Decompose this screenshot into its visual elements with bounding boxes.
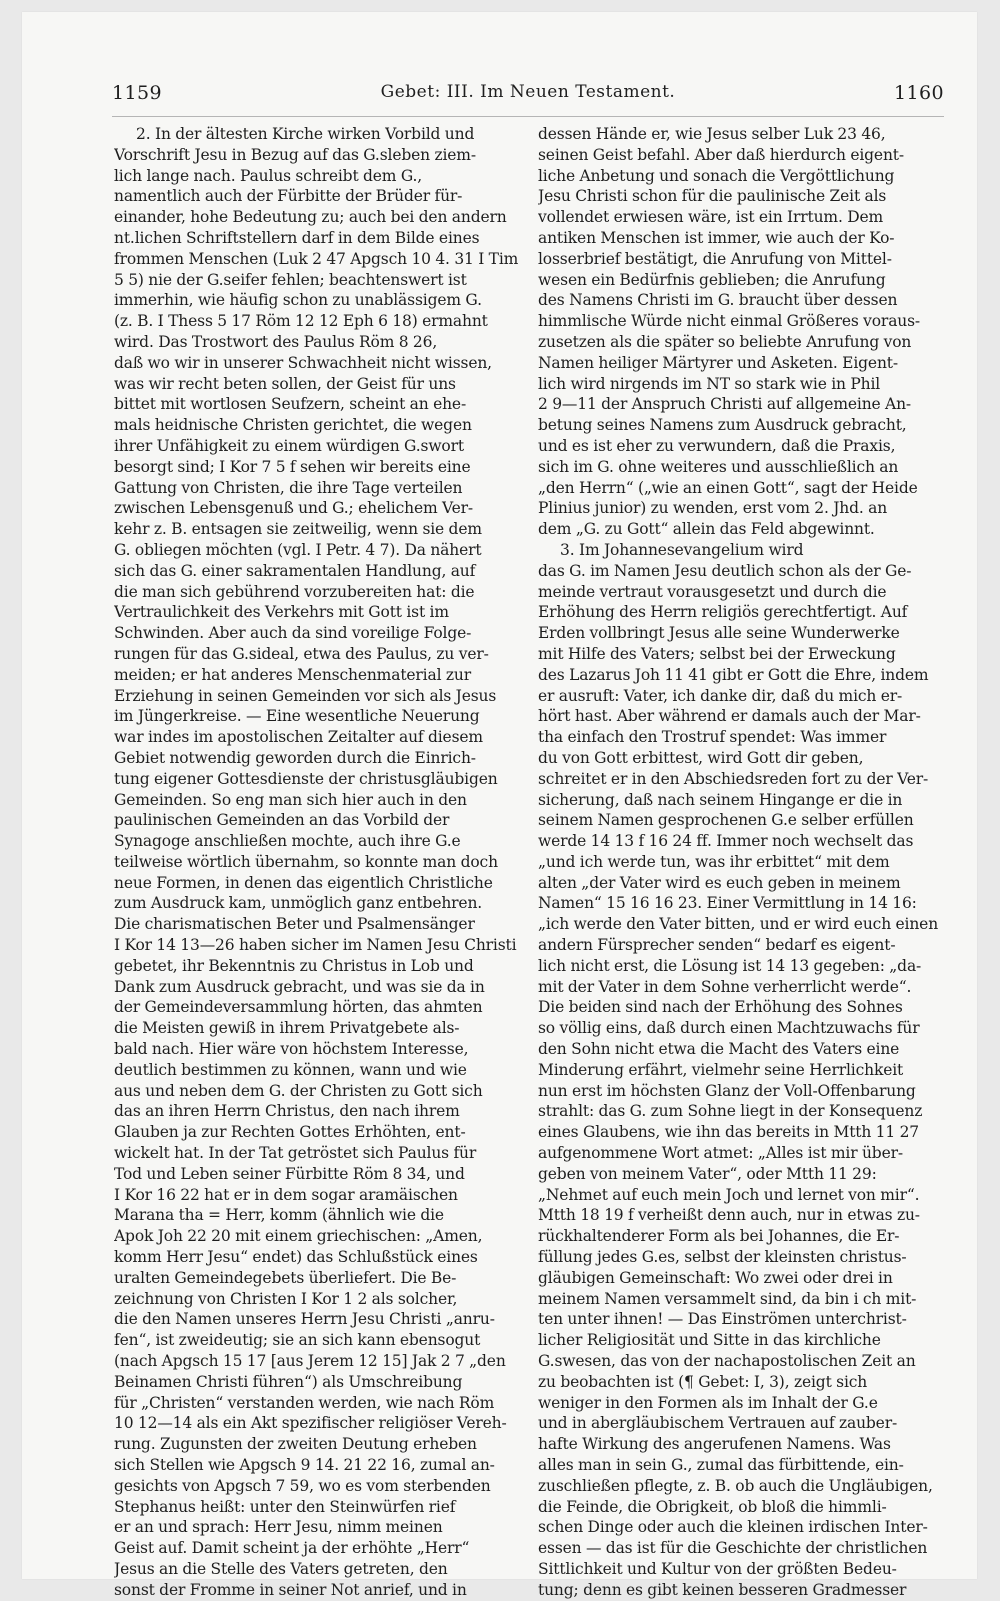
text-line: 5 5) nie der G.seifer fehlen; beachtenswert ist: [114, 270, 467, 289]
text-line: zum Ausdruck kam, unmöglich ganz entbehren.: [114, 894, 483, 913]
text-line: Schwinden. Aber auch da sind voreilige Folge-: [114, 624, 472, 643]
left-text-column: [114, 124, 519, 1601]
text-line: tha einfach den Trostruf spendet: Was immer: [538, 728, 887, 747]
right-text-column: [538, 124, 943, 1601]
text-line: und in abergläubischem Vertrauen auf zauber-: [538, 1414, 898, 1433]
text-line: (nach Apgsch 15 17 [aus Jerem 12 15] Jak 2 7 „den: [114, 1352, 506, 1371]
text-line: zusetzen als die später so beliebte Anrufung von: [538, 332, 912, 351]
text-line: der Gemeindeversammlung hörten, das ahmten: [114, 998, 483, 1017]
text-line: schreitet er in den Abschiedsreden fort zu der Ver-: [538, 769, 929, 788]
text-line: I Kor 16 22 hat er in dem sogar aramäischen: [114, 1185, 458, 1204]
text-line: aufgenommene Wort atmet: „Alles ist mir über-: [538, 1144, 903, 1163]
page-header: [112, 82, 944, 117]
text-line: fen“, ist zweideutig; sie an sich kann ebensogut: [114, 1331, 481, 1350]
text-line: Erziehung in seinen Gemeinden vor sich als Jesus: [114, 686, 497, 705]
text-line: Plinius junior) zu wenden, erst vom 2. Jhd. an: [538, 499, 888, 518]
text-line: tung eigener Gottesdienste der christusgläubigen: [114, 769, 498, 788]
text-line: war indes im apostolischen Zeitalter auf diesem: [114, 728, 483, 747]
text-line: seinen Geist befahl. Aber daß hierdurch eigent-: [538, 145, 904, 164]
text-line: lich nicht erst, die Lösung ist 14 13 gegeben: „da-: [538, 956, 922, 975]
text-line: für „Christen“ verstanden werden, wie nach Röm: [114, 1393, 495, 1412]
text-line: „ich werde den Vater bitten, und er wird euch einen: [538, 915, 939, 934]
text-line: Vorschrift Jesu in Bezug auf das G.sleben ziem-: [114, 145, 476, 164]
text-line: strahlt: das G. zum Sohne liegt in der Konsequenz: [538, 1102, 923, 1121]
text-line: rung. Zugunsten der zweiten Deutung erheben: [114, 1435, 477, 1454]
text-line: wickelt hat. In der Tat getröstet sich Paulus für: [114, 1144, 477, 1163]
text-line: mit der Vater in dem Sohne verherrlicht werde“.: [538, 977, 912, 996]
text-line: im Jüngerkreise. — Eine wesentliche Neuerung: [114, 707, 480, 726]
text-line: die man sich gebührend vorzubereiten hat: die: [114, 582, 475, 601]
text-line: sich das G. einer sakramentalen Handlung, auf: [114, 561, 476, 580]
text-line: und es ist eher zu verwundern, daß die Praxis,: [538, 436, 896, 455]
text-line: ten unter ihnen! — Das Einströmen unterchrist-: [538, 1310, 907, 1329]
text-line: ihrer Unfähigkeit zu einem würdigen G.swort: [114, 436, 464, 455]
text-line: sonst der Fromme in seiner Not anrief, und in: [114, 1580, 467, 1599]
text-line: den Sohn nicht etwa die Macht des Vaters eine: [538, 1040, 900, 1059]
text-line: gesichts von Apgsch 7 59, wo es vom sterbenden: [114, 1476, 491, 1495]
text-line: 10 12—14 als ein Akt spezifischer religiöser Vereh-: [114, 1414, 507, 1433]
text-line: dessen Hände er, wie Jesus selber Luk 23 46,: [538, 125, 886, 143]
text-line: losserbrief bestätigt, die Anrufung von Mittel-: [538, 249, 892, 268]
text-line: Minderung erfährt, vielmehr seine Herrlichkeit: [538, 1060, 904, 1079]
text-line: Erhöhung des Herrn religiös gerechtfertigt. Auf: [538, 603, 908, 622]
text-line: paulinischen Gemeinden an das Vorbild der: [114, 811, 450, 830]
text-line: meinde vertraut vorausgesetzt und durch die: [538, 582, 887, 601]
text-line: wesen ein Bedürfnis geblieben; die Anrufung: [538, 270, 886, 289]
text-line: Namen heiliger Märtyrer und Asketen. Eigent-: [538, 353, 898, 372]
text-line: Synagoge anschließen mochte, auch ihre G.e: [114, 832, 461, 851]
text-line: G. obliegen möchten (vgl. I Petr. 4 7). Da nähert: [114, 540, 482, 559]
text-line: liche Anbetung und sonach die Vergöttlichung: [538, 166, 895, 185]
text-line: sich Stellen wie Apgsch 9 14. 21 22 16, zumal an-: [114, 1456, 495, 1474]
text-line: was wir recht beten sollen, der Geist für uns: [114, 374, 456, 393]
page-number-right: 1160: [894, 82, 944, 104]
text-line: eines Glaubens, wie ihn das bereits in Mtth 11 27: [538, 1123, 920, 1142]
text-line: dem „G. zu Gott“ allein das Feld abgewinnt.: [538, 520, 875, 539]
text-line: des Lazarus Joh 11 41 gibt er Gott die Ehre, indem: [538, 665, 929, 684]
text-line: Tod und Leben seiner Fürbitte Röm 8 34, und: [114, 1164, 465, 1183]
text-line: geben von meinem Vater“, oder Mtth 11 29:: [538, 1164, 877, 1183]
text-line: hört hast. Aber während er damals auch der Mar-: [538, 707, 921, 726]
text-line: frommen Menschen (Luk 2 47 Apgsch 10 4. 31 I Tim: [114, 249, 519, 268]
text-line: weniger in den Formen als im Inhalt der G.e: [538, 1393, 878, 1412]
text-line: komm Herr Jesu“ endet) das Schlußstück eines: [114, 1248, 478, 1267]
text-line: bald nach. Hier wäre von höchstem Interesse,: [114, 1040, 469, 1059]
text-line: Beinamen Christi führen“) als Umschreibung: [114, 1372, 463, 1391]
text-line: werde 14 13 f 16 24 ff. Immer noch wechselt das: [538, 832, 914, 851]
text-line: die den Namen unseres Herrn Jesu Christi „anru-: [114, 1310, 495, 1329]
text-line: vollendet erwiesen wäre, ist ein Irrtum. Dem: [538, 208, 884, 227]
text-line: Gemeinden. So eng man sich hier auch in den: [114, 790, 467, 809]
text-line: einander, hohe Bedeutung zu; auch bei den andern: [114, 208, 507, 227]
text-line: füllung jedes G.es, selbst der kleinsten christus-: [538, 1248, 907, 1267]
text-line: meinem Namen versammelt sind, da bin i ch mit-: [538, 1289, 917, 1308]
text-line: sicherung, daß nach seinem Hingange er die in: [538, 790, 903, 809]
text-line: zwischen Lebensgenuß und G.; ehelichem Ver-: [114, 499, 473, 518]
text-line: antiken Menschen ist immer, wie auch der Ko-: [538, 228, 895, 247]
text-line: I Kor 14 13—26 haben sicher im Namen Jesu Christi: [114, 936, 517, 955]
text-line: teilweise wörtlich übernahm, so konnte man doch: [114, 852, 498, 871]
text-line: Gattung von Christen, die ihre Tage verteilen: [114, 478, 463, 497]
text-line: sich im G. ohne weiteres und ausschließlich an: [538, 457, 899, 476]
text-line: uralten Gemeindegebets überliefert. Die Be-: [114, 1268, 457, 1287]
text-line: „Nehmet auf euch mein Joch und lernet von mir“.: [538, 1185, 920, 1204]
text-line: so völlig eins, daß durch einen Machtzuwachs für: [538, 1019, 920, 1038]
text-line: aus und neben dem G. der Christen zu Gott sich: [114, 1081, 483, 1100]
text-line: mit Hilfe des Vaters; selbst bei der Erweckung: [538, 644, 896, 663]
text-line: zu beobachten ist (¶ Gebet: I, 3), zeigt sich: [538, 1372, 868, 1391]
text-line: schen Dinge oder auch die kleinen irdischen Inter-: [538, 1518, 928, 1537]
text-line: Geist auf. Damit scheint ja der erhöhte „Herr“: [114, 1539, 470, 1558]
text-line: Die beiden sind nach der Erhöhung des Sohnes: [538, 998, 903, 1017]
text-line: die Feinde, die Obrigkeit, ob bloß die himmli-: [538, 1497, 887, 1516]
text-line: 2 9—11 der Anspruch Christi auf allgemeine An-: [538, 395, 912, 414]
text-line: essen — das ist für die Geschichte der christlichen: [538, 1539, 928, 1558]
text-line: er ausruft: Vater, ich danke dir, daß du mich er-: [538, 686, 903, 705]
text-line: Namen“ 15 16 16 23. Einer Vermittlung in 14 16:: [538, 894, 917, 913]
text-line: tung; denn es gibt keinen besseren Gradmesser: [538, 1580, 907, 1599]
text-line: andern Fürsprecher senden“ bedarf es eigent-: [538, 936, 896, 955]
text-line: Mtth 18 19 f verheißt denn auch, nur in etwas zu-: [538, 1206, 920, 1225]
text-line: betung seines Namens zum Ausdruck gebracht,: [538, 416, 907, 435]
text-line: „den Herrn“ („wie an einen Gott“, sagt der Heide: [538, 478, 918, 497]
text-line: kehr z. B. entsagen sie zeitweilig, wenn sie dem: [114, 520, 482, 539]
text-line: Apok Joh 22 20 mit einem griechischen: „Amen,: [114, 1227, 483, 1246]
text-line: das an ihren Herrn Christus, den nach ihrem: [114, 1102, 460, 1121]
text-line: Stephanus heißt: unter den Steinwürfen rief: [114, 1497, 456, 1516]
text-line: 2. In der ältesten Kirche wirken Vorbild und: [136, 125, 475, 143]
page-number-left: 1159: [112, 82, 162, 104]
text-line: des Namens Christi im G. braucht über dessen: [538, 291, 898, 310]
text-line: gläubigen Gemeinschaft: Wo zwei oder drei in: [538, 1268, 893, 1287]
text-line: nun erst im höchsten Glanz der Voll-Offenbarung: [538, 1081, 916, 1100]
text-line: Gebiet notwendig geworden durch die Einrich-: [114, 748, 476, 767]
text-line: Die charismatischen Beter und Psalmensänger: [114, 915, 475, 934]
text-line: er an und sprach: Herr Jesu, nimm meinen: [114, 1518, 443, 1537]
text-line: nt.lichen Schriftstellern darf in dem Bilde eines: [114, 228, 480, 247]
text-line: licher Religiosität und Sitte in das kirchliche: [538, 1331, 881, 1350]
text-line: immerhin, wie häufig schon zu unablässigem G.: [114, 291, 482, 310]
text-line: lich wird nirgends im NT so stark wie in Phil: [538, 374, 881, 393]
text-line: das G. im Namen Jesu deutlich schon als der Ge-: [538, 561, 912, 580]
text-line: zuschließen pflegte, z. B. ob auch die Ungläubigen,: [538, 1476, 933, 1495]
text-line: (z. B. I Thess 5 17 Röm 12 12 Eph 6 18) ermahnt: [114, 312, 488, 331]
text-line: namentlich auch der Fürbitte der Brüder für-: [114, 187, 463, 206]
text-line: mals heidnische Christen gerichtet, die wegen: [114, 416, 472, 435]
text-line: rungen für das G.sideal, etwa des Paulus, zu ver-: [114, 644, 489, 663]
text-line: zeichnung von Christen I Kor 1 2 als solcher,: [114, 1289, 458, 1308]
text-line: neue Formen, in denen das eigentlich Christliche: [114, 873, 493, 892]
text-line: Marana tha = Herr, komm (ähnlich wie die: [114, 1206, 444, 1225]
text-line: himmlische Würde nicht einmal Größeres voraus-: [538, 312, 921, 331]
text-line: Vertraulichkeit des Verkehrs mit Gott ist im: [114, 603, 449, 622]
text-line: wird. Das Trostwort des Paulus Röm 8 26,: [114, 332, 438, 351]
text-line: rückhaltenderer Form als bei Johannes, die Er-: [538, 1227, 900, 1246]
text-line: du von Gott erbittest, wird Gott dir geben,: [538, 748, 864, 767]
running-title: Gebet: III. Im Neuen Testament.: [380, 82, 676, 102]
text-line: meiden; er hat anderes Menschenmaterial zur: [114, 665, 471, 684]
text-line: Dank zum Ausdruck gebracht, und was sie da in: [114, 977, 485, 996]
text-line: bittet mit wortlosen Seufzern, scheint an ehe-: [114, 395, 467, 414]
text-line: 3. Im Johannesevangelium wird: [560, 540, 804, 559]
text-line: Jesus an die Stelle des Vaters getreten, den: [114, 1559, 448, 1578]
text-line: Jesu Christi schon für die paulinische Zeit als: [538, 187, 887, 206]
text-line: die Meisten gewiß in ihrem Privatgebete als-: [114, 1019, 460, 1038]
text-line: gebetet, ihr Bekenntnis zu Christus in Lob und: [114, 956, 474, 975]
text-line: deutlich bestimmen zu können, wann und wie: [114, 1060, 467, 1079]
text-line: Glauben ja zur Rechten Gottes Erhöhten, ent-: [114, 1123, 466, 1142]
text-line: besorgt sind; I Kor 7 5 f sehen wir bereits eine: [114, 457, 471, 476]
text-line: Sittlichkeit und Kultur von der größten Bedeu-: [538, 1559, 897, 1578]
text-line: daß wo wir in unserer Schwachheit nicht wissen,: [114, 353, 492, 372]
text-line: lich lange nach. Paulus schreibt dem G.,: [114, 166, 423, 185]
text-line: G.swesen, das von der nachapostolischen Zeit an: [538, 1352, 916, 1371]
text-line: Erden vollbringt Jesus alle seine Wunderwerke: [538, 624, 900, 643]
text-line: alten „der Vater wird es euch geben in meinem: [538, 873, 901, 892]
text-line: hafte Wirkung des angerufenen Namens. Was: [538, 1435, 891, 1454]
text-line: seinem Namen gesprochenen G.e selber erfüllen: [538, 811, 914, 830]
text-line: alles man in sein G., zumal das fürbittende, ein-: [538, 1456, 904, 1474]
text-line: „und ich werde tun, was ihr erbittet“ mit dem: [538, 852, 890, 871]
